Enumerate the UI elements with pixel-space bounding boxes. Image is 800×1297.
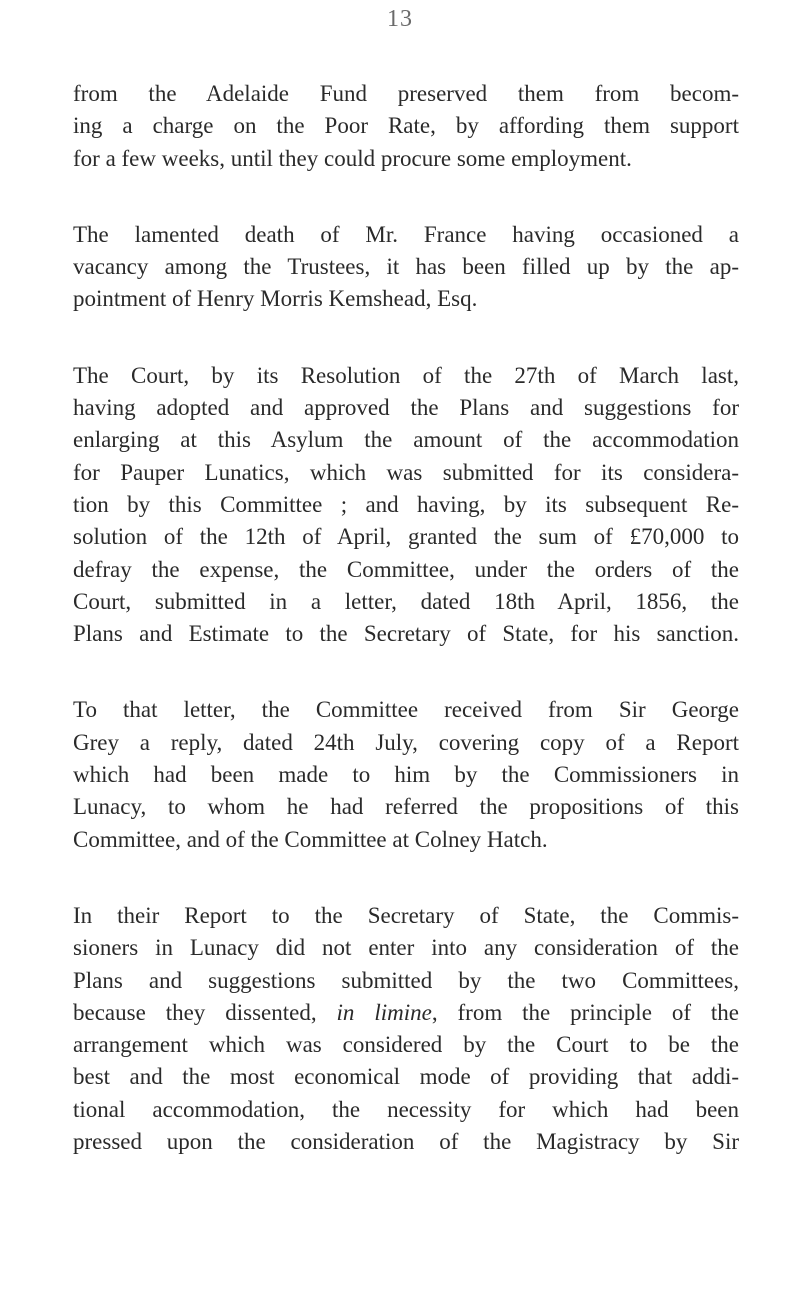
text-line: tional accommodation, the necessity for which had been [73, 1096, 739, 1122]
paragraph-court-resolution [73, 360, 739, 651]
text-line: best and the most economical mode of providing that addi- [73, 1064, 739, 1090]
italic-phrase: in limine [336, 999, 432, 1025]
text-line: sioners in Lunacy did not enter into any consideration of the [73, 935, 739, 961]
text-line: Plans and Estimate to the Secretary of State, for his sanction. [73, 621, 739, 647]
text-line: To that letter, the Committee received from Sir George [73, 697, 739, 723]
paragraph-trustee-vacancy [73, 219, 739, 316]
text-line: vacancy among the Trustees, it has been filled up by the ap- [73, 254, 739, 280]
text-line: which had been made to him by the Commissioners in [73, 762, 739, 788]
page-body [73, 78, 739, 1202]
text-line: Lunacy, to whom he had referred the propositions of this [73, 794, 739, 820]
text-line: ing a charge on the Poor Rate, by affording them support [73, 113, 739, 139]
text-line: pointment of Henry Morris Kemshead, Esq. [73, 286, 478, 312]
text-line: The Court, by its Resolution of the 27th of March last, [73, 362, 739, 388]
text-line: Committee, and of the Committee at Colney Hatch. [73, 826, 548, 852]
text-line: solution of the 12th of April, granted the sum of £70,000 to [73, 524, 739, 550]
text-line: In their Report to the Secretary of State, the Commis- [73, 902, 739, 928]
text-line: The lamented death of Mr. France having occasioned a [73, 221, 739, 247]
text-line: for a few weeks, until they could procure some employment. [73, 145, 632, 171]
text-line: Court, submitted in a letter, dated 18th April, 1856, the [73, 588, 739, 614]
paragraph-adelaide-fund [73, 78, 739, 175]
text-line: having adopted and approved the Plans and suggestions for [73, 395, 739, 421]
paragraph-commissioners-report [73, 900, 739, 1158]
text-line: because they dissented, in limine, from the principle of the [73, 999, 740, 1025]
text-line: from the Adelaide Fund preserved them from becom- [73, 81, 739, 106]
text-line: arrangement which was considered by the Court to be the [73, 1032, 739, 1058]
text-line: Plans and suggestions submitted by the two Committees, [73, 967, 739, 993]
text-line: for Pauper Lunatics, which was submitted for its considera- [73, 459, 739, 485]
page-number: 13 [387, 6, 413, 32]
text-line: defray the expense, the Committee, under the orders of the [73, 556, 739, 582]
paragraph-sir-george-grey-reply [73, 694, 739, 855]
text-line: tion by this Committee ; and having, by its subsequent Re- [73, 491, 739, 517]
text-line: Grey a reply, dated 24th July, covering copy of a Report [73, 729, 739, 755]
text-line: enlarging at this Asylum the amount of the accommodation [73, 427, 739, 453]
text-line: pressed upon the consideration of the Magistracy by Sir [73, 1129, 739, 1155]
